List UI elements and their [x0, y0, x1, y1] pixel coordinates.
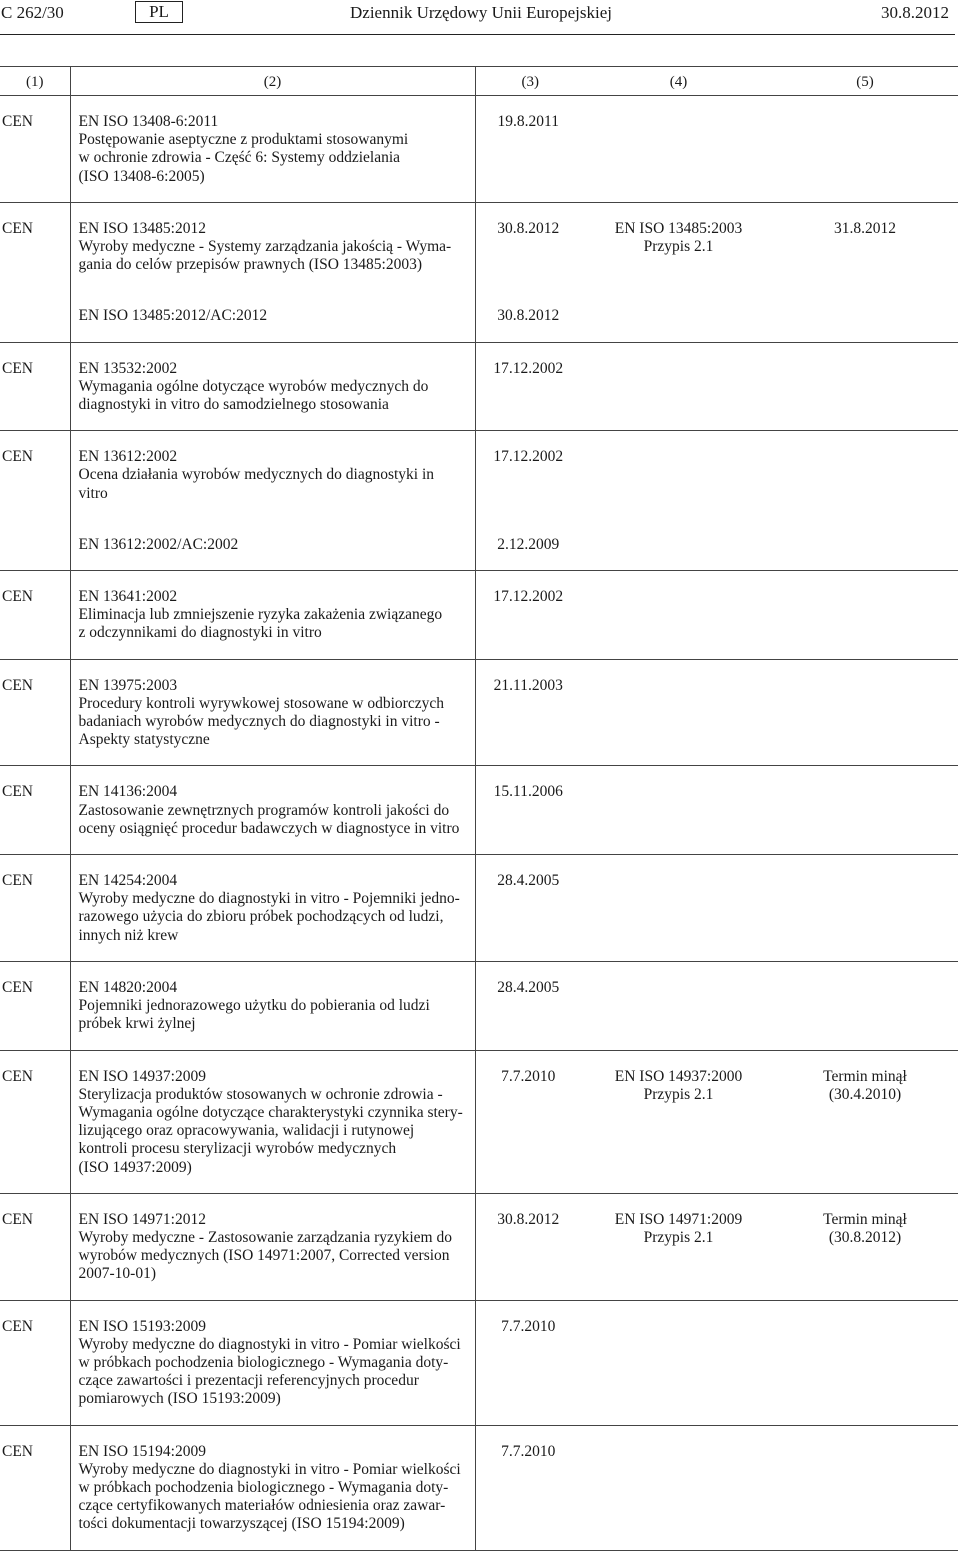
standard-reference: EN 13641:2002 — [78, 588, 178, 606]
table-row — [0, 766, 958, 855]
standards-body-cell: CEN — [2, 359, 33, 377]
standard-description-cell — [70, 855, 475, 962]
standard-description-cell — [70, 961, 475, 1050]
cessation-date-cell — [772, 961, 958, 1050]
table-row — [0, 571, 958, 660]
column-number: (5) — [856, 74, 874, 90]
standard-title-line: tości dokumentacji towarzyszącej (ISO 15194:2009) — [78, 1515, 405, 1533]
standard-title-line: 2007-10-01) — [78, 1265, 156, 1283]
standard-description-cell — [70, 1050, 475, 1193]
standard-reference: EN 14136:2004 — [78, 783, 178, 801]
table-row — [0, 855, 958, 962]
standard-description-cell — [70, 290, 475, 342]
standard-title-line: czące certyfikowanych materiałów odniesienia oraz zawar- — [78, 1497, 446, 1515]
standard-title-line: Aspekty statystyczne — [78, 731, 210, 749]
standard-title-line: innych niż krew — [78, 926, 179, 944]
cessation-date-line: Termin minął — [823, 1067, 907, 1085]
table-row — [0, 202, 958, 290]
standard-title-line: vitro — [78, 484, 108, 502]
standard-reference: EN 13975:2003 — [78, 676, 178, 694]
superseded-standard-line: Przypis 2.1 — [643, 1228, 714, 1246]
standard-title-line: w ochronie zdrowia - Część 6: Systemy oddzielania — [78, 149, 401, 167]
standard-title-line: w próbkach pochodzenia biologicznego - Wymagania doty- — [78, 1353, 449, 1371]
cessation-date-cell — [772, 519, 958, 571]
cessation-date-cell — [772, 431, 958, 519]
standard-title-line: Procedury kontroli wyrywkowej stosowane w odbiorczych — [78, 694, 444, 712]
standard-title-line: Zastosowanie zewnętrznych programów kontroli jakości do — [78, 801, 450, 819]
cessation-date-cell — [772, 571, 958, 660]
superseded-standard-cell — [585, 202, 772, 290]
header-divider — [0, 34, 955, 35]
standard-title-line: Wyroby medyczne - Systemy zarządzania jakością - Wyma- — [78, 238, 452, 256]
superseded-standard-line: Przypis 2.1 — [643, 1085, 714, 1103]
standards-body-cell: CEN — [2, 872, 33, 890]
standard-title-line: pomiarowych (ISO 15193:2009) — [78, 1390, 281, 1408]
standard-title-line: lizującego oraz opracowywania, walidacji i rutynowej — [78, 1122, 415, 1140]
standard-title-line: oceny osiągnięć procedur badawczych w diagnostyce in vitro — [78, 819, 460, 837]
publication-date-cell: 19.8.2011 — [475, 96, 585, 203]
standard-title-line: razowego użycia do zbioru próbek pochodzących od ludzi, — [78, 908, 444, 926]
table-row — [0, 519, 958, 571]
standard-title-line: wyrobów medycznych (ISO 14971:2007, Corrected version — [78, 1247, 450, 1265]
standard-description-cell — [70, 571, 475, 660]
standard-description-cell — [70, 1300, 475, 1425]
publication-date-cell: 15.11.2006 — [475, 766, 585, 855]
cessation-date-cell — [772, 1300, 958, 1425]
standards-table — [0, 66, 958, 1551]
cessation-date-cell — [772, 1425, 958, 1550]
superseded-standard-cell — [585, 96, 772, 203]
standard-title-line: Eliminacja lub zmniejszenie ryzyka zakażenia związanego — [78, 606, 443, 624]
standard-description-cell — [70, 431, 475, 519]
standard-title-line: kontroli procesu sterylizacji wyrobów medycznych — [78, 1140, 397, 1158]
cessation-date-cell — [772, 202, 958, 290]
standards-body-cell: CEN — [2, 978, 33, 996]
standard-description-cell — [70, 342, 475, 431]
superseded-standard-line: Przypis 2.1 — [643, 238, 714, 256]
column-number: (4) — [669, 74, 688, 90]
cessation-date-cell — [772, 290, 958, 342]
cessation-date-cell — [772, 855, 958, 962]
publication-date-cell: 2.12.2009 — [475, 519, 585, 571]
standards-body-cell: CEN — [2, 783, 33, 801]
standards-body-cell: CEN — [2, 448, 33, 466]
page-number: C 262/30 — [1, 3, 64, 22]
superseded-standard-cell — [585, 1425, 772, 1550]
table-row — [0, 1050, 958, 1193]
standard-title-line: Wymagania ogólne dotyczące wyrobów medycznych do — [78, 377, 429, 395]
standard-reference: EN ISO 14937:2009 — [78, 1067, 206, 1085]
table-row — [0, 1193, 958, 1300]
table-row — [0, 431, 958, 519]
standard-description-cell — [70, 659, 475, 766]
superseded-standard-cell — [585, 431, 772, 519]
standard-description-cell — [70, 1193, 475, 1300]
superseded-standard-cell — [585, 290, 772, 342]
standard-title-line: Postępowanie aseptyczne z produktami stosowanymi — [78, 131, 409, 149]
publication-date-cell: 17.12.2002 — [475, 342, 585, 431]
standard-reference: EN ISO 13408-6:2011 — [78, 113, 219, 130]
standard-reference: EN 13612:2002/AC:2002 — [78, 535, 239, 553]
column-number: (1) — [26, 74, 44, 90]
standard-reference: EN ISO 15194:2009 — [78, 1442, 206, 1460]
publication-date-cell: 7.7.2010 — [475, 1050, 585, 1193]
standard-title-line: Wyroby medyczne do diagnostyki in vitro - Pojemniki jedno- — [78, 890, 460, 908]
standard-description-cell — [70, 96, 475, 203]
standard-reference: EN 13612:2002 — [78, 448, 178, 466]
table-row — [0, 342, 958, 431]
standard-title-line: (ISO 13408-6:2005) — [78, 167, 205, 185]
superseded-standard-cell — [585, 766, 772, 855]
standard-title-line: Sterylizacja produktów stosowanych w ochronie zdrowia - — [78, 1085, 443, 1103]
superseded-standard-cell — [585, 571, 772, 660]
standard-title-line: (ISO 14937:2009) — [78, 1158, 192, 1176]
cessation-date-line: (30.4.2010) — [828, 1085, 902, 1103]
standards-body-cell: CEN — [2, 219, 33, 237]
standard-reference: EN 14254:2004 — [78, 872, 178, 890]
standards-body-cell — [0, 519, 70, 571]
standard-reference: EN ISO 14971:2012 — [78, 1210, 206, 1228]
table-row — [0, 96, 958, 203]
standards-body-cell: CEN — [2, 113, 33, 130]
standard-title-line: Wymagania ogólne dotyczące charakterystyki czynnika stery- — [78, 1103, 463, 1121]
standard-title-line: w próbkach pochodzenia biologicznego - Wymagania doty- — [78, 1478, 449, 1496]
standards-body-cell: CEN — [2, 1210, 33, 1228]
publication-date-cell: 30.8.2012 — [475, 1193, 585, 1300]
standards-body-cell: CEN — [2, 676, 33, 694]
publication-date-cell: 17.12.2002 — [475, 571, 585, 660]
standards-body-cell: CEN — [2, 1317, 33, 1335]
cessation-date-line: Termin minął — [823, 1210, 907, 1228]
publication-date-cell: 7.7.2010 — [475, 1300, 585, 1425]
cessation-date-cell — [772, 1193, 958, 1300]
cessation-date-cell — [772, 1050, 958, 1193]
standard-reference: EN ISO 15193:2009 — [78, 1317, 206, 1335]
language-code-box: PL — [135, 1, 183, 23]
standard-title-line: Wyroby medyczne - Zastosowanie zarządzania ryzykiem do — [78, 1228, 452, 1246]
standard-description-cell — [70, 202, 475, 290]
standards-body-cell — [0, 290, 70, 342]
cessation-date-cell — [772, 96, 958, 203]
superseded-standard-cell — [585, 519, 772, 571]
superseded-standard-cell — [585, 342, 772, 431]
issue-date: 30.8.2012 — [881, 3, 949, 22]
publication-date-cell: 30.8.2012 — [475, 290, 585, 342]
table-row — [0, 290, 958, 342]
page-header — [0, 0, 960, 26]
standard-title-line: badaniach wyrobów medycznych do diagnostyki in vitro - — [78, 713, 440, 731]
table-row — [0, 1300, 958, 1425]
standard-reference: EN 13532:2002 — [78, 359, 178, 377]
standard-reference: EN ISO 13485:2012/AC:2012 — [78, 307, 268, 325]
publication-date-cell: 17.12.2002 — [475, 431, 585, 519]
publication-date-cell: 28.4.2005 — [475, 961, 585, 1050]
column-number: (2) — [70, 67, 475, 96]
superseded-standard-cell — [585, 855, 772, 962]
superseded-standard-cell — [585, 1193, 772, 1300]
publication-date-cell: 21.11.2003 — [475, 659, 585, 766]
standard-title-line: Ocena działania wyrobów medycznych do diagnostyki in — [78, 466, 435, 484]
standard-description-cell — [70, 766, 475, 855]
standards-body-cell: CEN — [2, 588, 33, 606]
table-row — [0, 1425, 958, 1550]
publication-date-cell: 30.8.2012 — [475, 202, 585, 290]
standard-reference: EN ISO 13485:2012 — [78, 219, 206, 237]
journal-title: Dziennik Urzędowy Unii Europejskiej — [350, 3, 613, 22]
standard-title-line: czące zawartości i prezentacji referencyjnych procedur — [78, 1372, 419, 1390]
superseded-standard-cell — [585, 1300, 772, 1425]
superseded-standard-line: EN ISO 14971:2009 — [614, 1210, 743, 1228]
superseded-standard-cell — [585, 659, 772, 766]
column-number-row — [0, 67, 958, 96]
column-number: (3) — [475, 67, 585, 96]
standard-title-line: Wyroby medyczne do diagnostyki in vitro - Pomiar wielkości — [78, 1460, 461, 1478]
standard-title-line: z odczynnikami do diagnostyki in vitro — [78, 624, 322, 642]
superseded-standard-cell — [585, 961, 772, 1050]
superseded-standard-line: EN ISO 14937:2000 — [614, 1067, 743, 1085]
table-row — [0, 659, 958, 766]
cessation-date-cell — [772, 342, 958, 431]
standard-title-line: diagnostyki in vitro do samodzielnego stosowania — [78, 396, 389, 414]
table-row — [0, 961, 958, 1050]
cessation-date-cell — [772, 659, 958, 766]
superseded-standard-cell — [585, 1050, 772, 1193]
standard-title-line: gania do celów przepisów prawnych (ISO 13485:2003) — [78, 256, 422, 274]
cessation-date-cell — [772, 766, 958, 855]
publication-date-cell: 7.7.2010 — [475, 1425, 585, 1550]
standard-description-cell — [70, 519, 475, 571]
standard-title-line: próbek krwi żylnej — [78, 1015, 196, 1033]
cessation-date-line: 31.8.2012 — [834, 219, 896, 237]
standard-title-line: Pojemniki jednorazowego użytku do pobierania od ludzi — [78, 997, 430, 1015]
standards-body-cell: CEN — [2, 1442, 33, 1460]
standard-title-line: Wyroby medyczne do diagnostyki in vitro - Pomiar wielkości — [78, 1335, 461, 1353]
superseded-standard-line: EN ISO 13485:2003 — [614, 219, 743, 237]
publication-date-cell: 28.4.2005 — [475, 855, 585, 962]
standard-description-cell — [70, 1425, 475, 1550]
cessation-date-line: (30.8.2012) — [828, 1228, 902, 1246]
standards-body-cell: CEN — [2, 1067, 33, 1085]
standard-reference: EN 14820:2004 — [78, 978, 178, 996]
